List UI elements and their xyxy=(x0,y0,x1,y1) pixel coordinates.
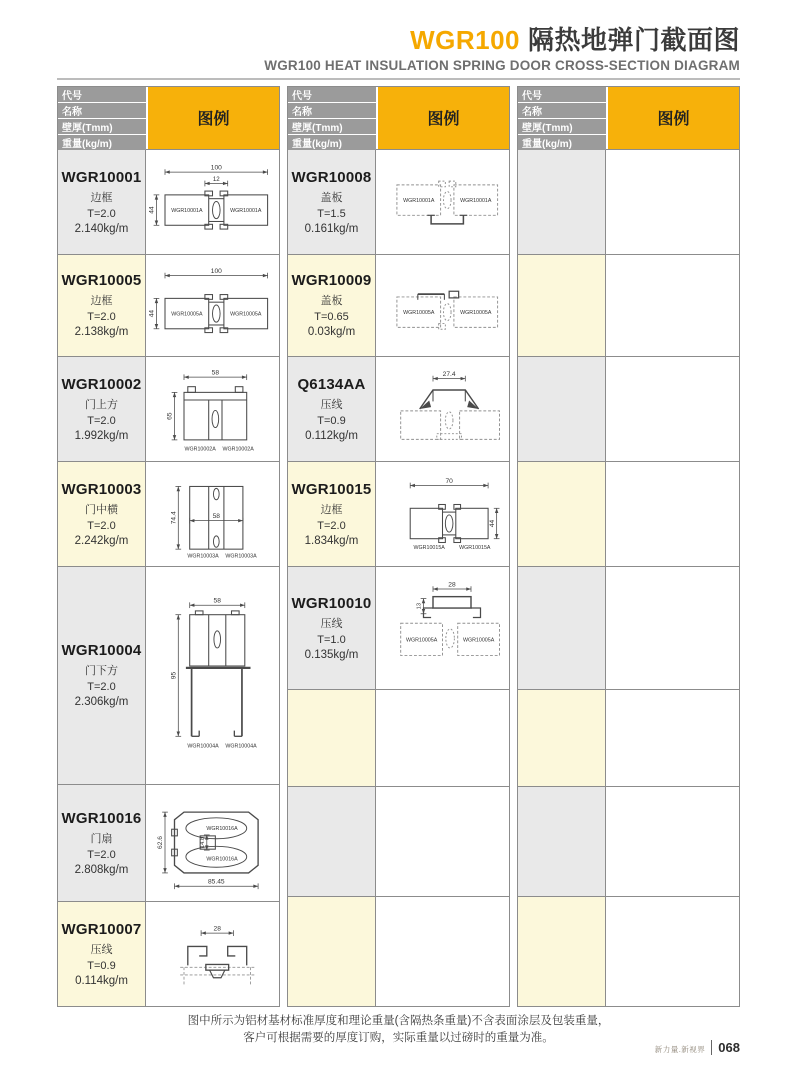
cross-section-diagram xyxy=(146,902,279,1006)
dim-label: 58 xyxy=(211,369,220,377)
diagram-cell xyxy=(146,567,279,784)
dim-label: 62.6 xyxy=(157,835,165,849)
profile-code: WGR10015 xyxy=(291,480,372,498)
profile-name: 边框 xyxy=(90,295,113,308)
part-label: WGR10002A xyxy=(222,446,254,453)
cross-section-diagram xyxy=(376,357,509,461)
dim-label: 12 xyxy=(212,175,220,183)
profile-info-cell xyxy=(288,787,376,896)
diagram-cell xyxy=(146,785,279,901)
row-empty xyxy=(288,786,509,896)
profile-info-cell xyxy=(518,690,606,786)
footnote xyxy=(57,1013,740,1046)
profile-name: 盖板 xyxy=(320,191,343,204)
part-label: WGR10001A xyxy=(230,207,262,214)
profile-name: 压线 xyxy=(320,398,343,411)
table-column-1 xyxy=(57,86,280,1007)
profile-info-cell xyxy=(58,150,146,254)
dim-label: 44 xyxy=(148,206,156,214)
cross-section-diagram xyxy=(376,150,509,254)
dim-label: 74.4 xyxy=(170,511,178,525)
row-empty xyxy=(518,896,739,1006)
cross-section-diagram xyxy=(146,255,279,356)
diagram-cell xyxy=(606,897,739,1006)
legend-header: 图例 xyxy=(376,87,509,149)
header-field-label: 名称 xyxy=(288,103,376,119)
profile-info-cell xyxy=(518,462,606,566)
profile-code: Q6134AA xyxy=(297,375,366,393)
header-field-labels xyxy=(518,87,606,149)
cross-section-diagram xyxy=(146,462,279,566)
header-field-label: 重量(kg/m) xyxy=(58,135,146,150)
dim-label: 44 xyxy=(488,519,496,528)
profile-info-cell xyxy=(288,690,376,786)
page-title xyxy=(57,26,740,56)
diagram-cell xyxy=(146,150,279,254)
row-WGR10009 xyxy=(288,254,509,356)
header-field-labels xyxy=(288,87,376,149)
part-label: WGR10005A xyxy=(171,311,203,318)
diagram-cell xyxy=(376,255,509,356)
diagram-cell xyxy=(376,897,509,1006)
profile-name: 边框 xyxy=(90,191,113,204)
profile-code: WGR10016 xyxy=(61,809,142,827)
profile-code: WGR10009 xyxy=(291,272,372,290)
dim-label: 70 xyxy=(445,477,453,485)
column-header xyxy=(288,87,509,149)
dim-label: 58 xyxy=(212,512,220,520)
row-WGR10003 xyxy=(58,461,279,566)
page-footer xyxy=(655,1040,740,1055)
part-label: WGR10001A xyxy=(171,207,203,214)
profile-name: 门下方 xyxy=(85,665,118,678)
profile-thickness: T=2.0 xyxy=(87,207,116,220)
part-label: WGR10015A xyxy=(459,545,491,552)
header-field-label: 壁厚(Tmm) xyxy=(58,119,146,135)
profile-code: WGR10001 xyxy=(61,168,142,186)
profile-info-cell xyxy=(288,150,376,254)
footnote-line-2: 客户可根据需要的厚度订购，实际重量以过磅时的重量为准。 xyxy=(243,1031,554,1044)
dim-label: 58 xyxy=(213,597,221,605)
row-WGR10015 xyxy=(288,461,509,566)
cross-section-diagram xyxy=(376,255,509,356)
profile-info-cell xyxy=(518,567,606,689)
profile-thickness: T=2.0 xyxy=(87,311,116,324)
part-label: WGR10016A xyxy=(206,856,238,863)
diagram-cell xyxy=(606,150,739,254)
row-WGR10001 xyxy=(58,149,279,254)
diagram-cell xyxy=(606,690,739,786)
profile-thickness: T=2.0 xyxy=(87,414,116,427)
title-series-code: WGR100 xyxy=(410,25,520,55)
header-field-label: 代号 xyxy=(58,87,146,103)
diagram-cell xyxy=(376,150,509,254)
part-label: WGR10005A xyxy=(460,309,492,316)
header-field-labels xyxy=(58,87,146,149)
diagram-cell xyxy=(606,462,739,566)
profile-info-cell xyxy=(288,897,376,1006)
profile-info-cell xyxy=(518,150,606,254)
row-empty xyxy=(518,689,739,786)
profile-weight: 2.242kg/m xyxy=(74,534,129,547)
part-label: WGR10003A xyxy=(187,553,219,560)
profile-name: 压线 xyxy=(90,943,113,956)
profile-info-cell xyxy=(58,462,146,566)
diagram-cell xyxy=(376,567,509,689)
profile-weight: 2.140kg/m xyxy=(74,222,129,235)
header-field-label: 壁厚(Tmm) xyxy=(288,119,376,135)
dim-label: 65 xyxy=(166,412,174,420)
part-label: WGR10002A xyxy=(184,446,216,453)
profile-info-cell xyxy=(58,567,146,784)
header-field-label: 代号 xyxy=(518,87,606,103)
profile-code: WGR10004 xyxy=(61,642,142,660)
profile-info-cell xyxy=(288,357,376,461)
profile-thickness: T=1.0 xyxy=(317,633,346,646)
profile-code: WGR10002 xyxy=(61,375,142,393)
profile-table xyxy=(57,86,740,1007)
row-empty xyxy=(518,254,739,356)
profile-thickness: T=1.5 xyxy=(317,207,346,220)
profile-thickness: T=2.0 xyxy=(87,848,116,861)
dim-label: 44 xyxy=(148,309,156,318)
header-field-label: 代号 xyxy=(288,87,376,103)
profile-code: WGR10003 xyxy=(61,480,142,498)
profile-name: 门中横 xyxy=(85,503,118,516)
profile-code: WGR10008 xyxy=(291,168,372,186)
part-label: WGR10001A xyxy=(403,197,435,204)
footer-page-number: 068 xyxy=(711,1040,740,1055)
header-field-label: 重量(kg/m) xyxy=(288,135,376,150)
dim-label: 27.4 xyxy=(442,370,456,378)
profile-thickness: T=0.9 xyxy=(317,414,346,427)
row-empty xyxy=(518,149,739,254)
diagram-cell xyxy=(376,462,509,566)
diagram-cell xyxy=(146,902,279,1006)
dim-label: 28 xyxy=(448,581,456,589)
profile-info-cell xyxy=(58,255,146,356)
diagram-cell xyxy=(606,567,739,689)
profile-weight: 0.161kg/m xyxy=(304,222,359,235)
profile-code: WGR10010 xyxy=(291,594,372,612)
profile-info-cell xyxy=(288,462,376,566)
part-label: WGR10016A xyxy=(206,826,238,833)
profile-weight: 0.112kg/m xyxy=(305,429,358,442)
part-label: WGR10004A xyxy=(225,743,257,750)
profile-thickness: T=2.0 xyxy=(317,519,346,532)
diagram-cell xyxy=(606,255,739,356)
cross-section-diagram xyxy=(376,462,509,566)
profile-weight: 2.306kg/m xyxy=(74,696,129,709)
row-empty xyxy=(518,786,739,896)
profile-info-cell xyxy=(58,785,146,901)
page-subtitle: WGR100 HEAT INSULATION SPRING DOOR CROSS-SECTION DIAGRAM xyxy=(264,57,740,73)
cross-section-diagram xyxy=(146,150,279,254)
diagram-cell xyxy=(146,357,279,461)
profile-name: 压线 xyxy=(320,617,343,630)
part-label: WGR10005A xyxy=(403,309,435,316)
row-Q6134AA xyxy=(288,356,509,461)
row-WGR10004 xyxy=(58,566,279,784)
table-column-2 xyxy=(287,86,510,1007)
diagram-cell xyxy=(376,357,509,461)
diagram-cell xyxy=(376,787,509,896)
profile-info-cell xyxy=(58,902,146,1006)
profile-name: 盖板 xyxy=(320,295,343,308)
diagram-cell xyxy=(146,255,279,356)
row-empty xyxy=(518,461,739,566)
header-field-label: 名称 xyxy=(58,103,146,119)
profile-info-cell xyxy=(518,897,606,1006)
dim-label: 28 xyxy=(213,925,221,933)
profile-info-cell xyxy=(288,255,376,356)
profile-weight: 1.834kg/m xyxy=(304,534,359,547)
table-column-3 xyxy=(517,86,740,1007)
profile-thickness: T=0.9 xyxy=(87,959,116,972)
diagram-cell xyxy=(606,787,739,896)
profile-weight: 0.135kg/m xyxy=(304,648,359,661)
page-header xyxy=(57,26,740,80)
row-empty xyxy=(288,896,509,1006)
dim-label: 100 xyxy=(210,267,222,275)
part-label: WGR10003A xyxy=(225,553,257,560)
profile-thickness: T=2.0 xyxy=(87,681,116,694)
profile-code: WGR10007 xyxy=(61,920,142,938)
diagram-cell xyxy=(606,357,739,461)
footer-brand: 新力量.新视界 xyxy=(654,1045,706,1054)
row-WGR10005 xyxy=(58,254,279,356)
header-field-label: 壁厚(Tmm) xyxy=(518,119,606,135)
legend-header: 图例 xyxy=(606,87,739,149)
profile-weight: 2.808kg/m xyxy=(74,863,129,876)
profile-name: 门上方 xyxy=(85,398,118,411)
profile-name: 门扇 xyxy=(90,832,113,845)
cross-section-diagram xyxy=(146,357,279,461)
dim-label: 95 xyxy=(170,671,178,680)
dim-label: 100 xyxy=(210,164,222,172)
part-label: WGR10004A xyxy=(187,743,219,750)
header-field-label: 重量(kg/m) xyxy=(518,135,606,150)
diagram-cell xyxy=(376,690,509,786)
profile-info-cell xyxy=(518,255,606,356)
row-WGR10007 xyxy=(58,901,279,1006)
profile-weight: 2.138kg/m xyxy=(74,326,129,339)
row-WGR10002 xyxy=(58,356,279,461)
part-label: WGR10005A xyxy=(405,637,438,644)
row-empty xyxy=(518,566,739,689)
column-header xyxy=(58,87,279,149)
cross-section-diagram xyxy=(376,567,509,689)
profile-info-cell xyxy=(58,357,146,461)
part-label: WGR10001A xyxy=(460,197,492,204)
diagram-cell xyxy=(146,462,279,566)
profile-thickness: T=2.0 xyxy=(87,519,116,532)
profile-code: WGR10005 xyxy=(61,272,142,290)
profile-info-cell xyxy=(288,567,376,689)
header-field-label: 名称 xyxy=(518,103,606,119)
profile-info-cell xyxy=(518,787,606,896)
dim-label: 14.8 xyxy=(199,836,206,848)
dim-label: 85.45 xyxy=(207,878,225,886)
part-label: WGR10005A xyxy=(462,637,495,644)
part-label: WGR10005A xyxy=(230,311,262,318)
part-label: WGR10015A xyxy=(413,545,445,552)
profile-weight: 0.03kg/m xyxy=(307,326,356,339)
profile-weight: 0.114kg/m xyxy=(75,974,128,987)
row-empty xyxy=(518,356,739,461)
row-WGR10008 xyxy=(288,149,509,254)
legend-header: 图例 xyxy=(146,87,279,149)
profile-info-cell xyxy=(518,357,606,461)
profile-name: 边框 xyxy=(320,503,343,516)
row-WGR10010 xyxy=(288,566,509,689)
header-divider xyxy=(57,78,740,80)
row-empty xyxy=(288,689,509,786)
cross-section-diagram xyxy=(146,785,279,901)
title-chinese: 隔热地弹门截面图 xyxy=(527,25,740,55)
profile-thickness: T=0.65 xyxy=(314,311,349,324)
footnote-line-1: 图中所示为铝材基材标准厚度和理论重量(含隔热条重量)不含表面涂层及包装重量， xyxy=(187,1014,610,1027)
row-WGR10016 xyxy=(58,784,279,901)
cross-section-diagram xyxy=(146,567,279,784)
column-header xyxy=(518,87,739,149)
dim-label: 13 xyxy=(416,602,423,610)
profile-weight: 1.992kg/m xyxy=(74,429,129,442)
